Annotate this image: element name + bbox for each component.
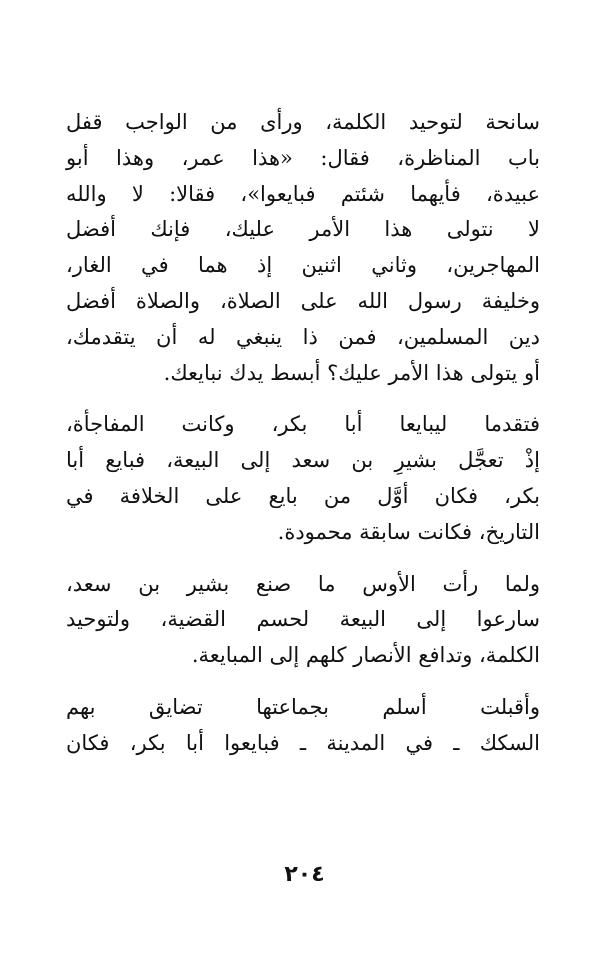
text-line: وأقبلت أسلم بجماعتها تضايق بهم xyxy=(66,694,540,719)
text-line: سانحة لتوحيد الكلمة، ورأى من الواجب قفل xyxy=(66,110,540,134)
text-line: الكلمة، وتدافع الأنصار كلهم إلى المبايعة. xyxy=(191,643,540,668)
text-line: أو يتولى هذا الأمر عليك؟ أبسط يدك نبايعك. xyxy=(163,360,540,385)
text-line: التاريخ، فكانت سابقة محمودة. xyxy=(277,519,540,544)
paragraph-4 xyxy=(66,690,540,762)
text-line: ولما رأت الأوس ما صنع بشير بن سعد، xyxy=(66,571,540,596)
text-line: فتقدما ليبايعا أبا بكر، وكانت المفاجأة، xyxy=(66,412,540,437)
text-line: وخليفة رسول الله على الصلاة، والصلاة أفضل xyxy=(66,288,540,313)
paragraph-2 xyxy=(66,407,540,550)
page-number: ٢٠٤ xyxy=(284,862,325,887)
text-line: دين المسلمين، فمن ذا ينبغي له أن يتقدمك، xyxy=(66,324,540,349)
text-line: بكر، فكان أوَّل من بايع على الخلافة في xyxy=(66,483,540,508)
text-line: عبيدة، فأيهما شئتم فبايعوا»، فقالا: لا والله xyxy=(66,181,540,206)
text-line: إذْ تعجَّل بشيرِ بن سعد إلى البيعة، فبايع أبا xyxy=(66,448,540,473)
page-body xyxy=(66,105,540,778)
text-line: باب المناظرة، فقال: «هذا عمر، وهذا أبو xyxy=(66,145,540,170)
text-line: السكك ـ في المدينة ـ فبايعوا أبا بكر، فكان xyxy=(66,730,540,755)
text-line: المهاجرين، وثاني اثنين إذ هما في الغار، xyxy=(66,253,540,278)
paragraph-1 xyxy=(66,105,540,391)
text-line: سارعوا إلى البيعة لحسم القضية، ولتوحيد xyxy=(66,607,540,632)
text-line: لا نتولى هذا الأمر عليك، فإنك أفضل xyxy=(66,217,540,242)
paragraph-3 xyxy=(66,567,540,674)
